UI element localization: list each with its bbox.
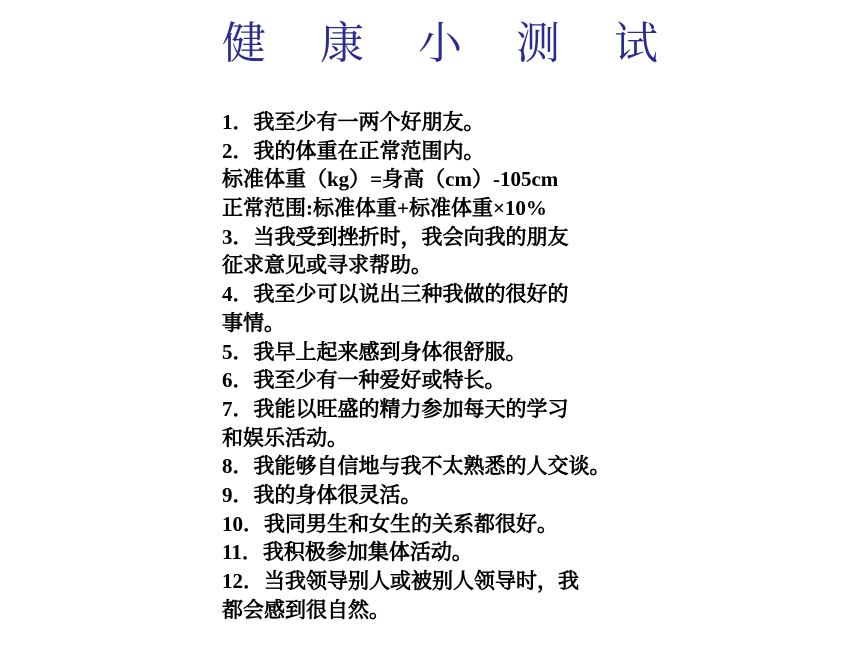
quiz-line: 和娱乐活动。 [222,425,348,450]
quiz-line: 都会感到很自然。 [222,597,390,622]
quiz-line: 1．我至少有一两个好朋友。 [222,110,485,134]
quiz-line: 7．我能以旺盛的精力参加每天的学习 [222,396,569,421]
quiz-line: 9．我的身体很灵活。 [222,482,422,507]
quiz-line: 2．我的体重在正常范围内。 [222,138,485,163]
quiz-line: 8．我能够自信地与我不太熟悉的人交谈。 [222,454,611,479]
quiz-list [222,108,842,624]
quiz-line: 事情。 [222,310,285,335]
quiz-line: 6．我至少有一种爱好或特长。 [222,368,506,393]
quiz-line: 12．当我领导别人或被别人领导时，我 [222,569,579,593]
quiz-line: 标准体重（kg）=身高（cm）-105cm [222,167,559,192]
quiz-line: 3．当我受到挫折时，我会向我的朋友 [222,224,569,249]
quiz-line: 4．我至少可以说出三种我做的很好的 [222,282,569,307]
page-title: 健 康 小 测 试 [222,18,678,69]
quiz-line: 11．我积极参加集体活动。 [222,540,473,565]
quiz-line: 10．我同男生和女生的关系都很好。 [222,511,558,536]
quiz-line: 正常范围:标准体重+标准体重×10% [222,196,547,221]
quiz-line: 征求意见或寻求帮助。 [222,253,432,278]
quiz-line: 5．我早上起来感到身体很舒服。 [222,339,527,364]
